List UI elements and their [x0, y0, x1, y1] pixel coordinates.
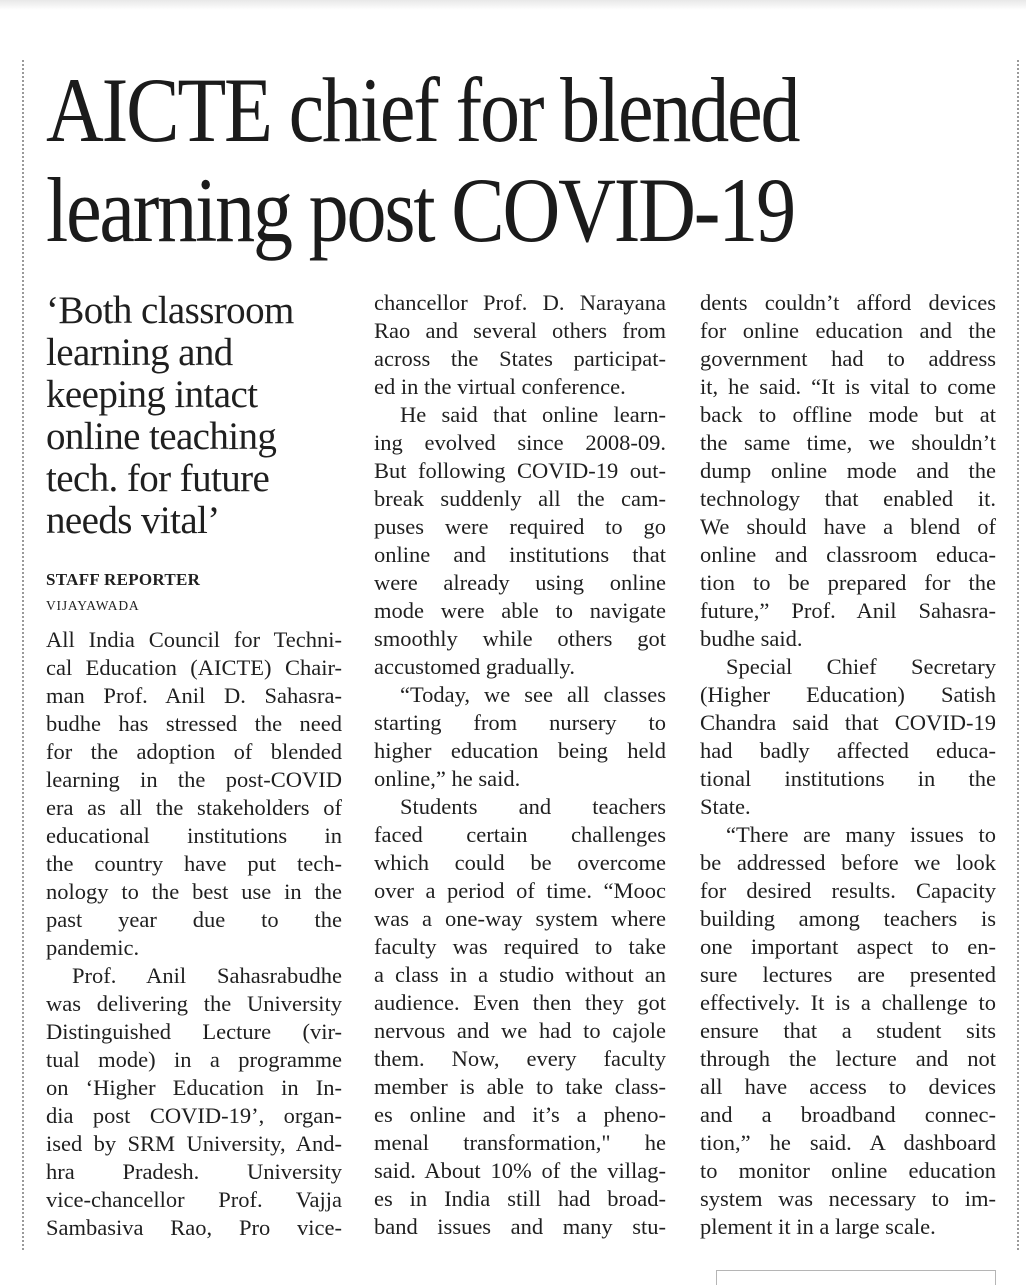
text-line: online,” he said. — [374, 766, 521, 791]
headline-line-1: AICTE chief for blended — [46, 59, 799, 161]
text-line: (Higher Education) Satish — [700, 682, 996, 707]
text-line: for online education and the — [700, 318, 996, 343]
text-line: government had to address — [700, 346, 996, 371]
text-line: ing evolved since 2008-09. — [374, 430, 666, 455]
text-line: “There are many issues to — [726, 822, 996, 847]
text-line: nervous and we had to cajole — [374, 1018, 666, 1043]
pull-quote — [46, 290, 346, 542]
text-line: pandemic. — [46, 935, 140, 960]
pull-quote-line: needs vital’ — [46, 499, 220, 542]
text-line: and a broadband connec- — [700, 1102, 996, 1127]
text-line: Special Chief Secretary — [726, 654, 996, 679]
next-article-edge — [716, 1270, 996, 1285]
text-line: be addressed before we look — [700, 850, 996, 875]
text-line: was a one-way system where — [374, 906, 666, 931]
text-line: break suddenly all the cam- — [374, 486, 666, 511]
article-column-1 — [46, 626, 342, 1242]
pull-quote-line: ‘Both classroom — [46, 289, 294, 332]
text-line: past year due to the — [46, 907, 342, 932]
pull-quote-line: keeping intact — [46, 373, 258, 416]
text-line: dump online mode and the — [700, 458, 996, 483]
text-line: dents couldn’t afford devices — [700, 290, 996, 315]
byline: STAFF REPORTER — [46, 570, 201, 589]
text-line: nology to the best use in the — [46, 879, 342, 904]
text-line: technology that enabled it. — [700, 486, 996, 511]
text-line: for the adoption of blended — [46, 739, 342, 764]
text-line: back to offline mode but at — [700, 402, 996, 427]
text-line: hra Pradesh. University — [46, 1159, 342, 1184]
text-line: had badly affected educa- — [700, 738, 996, 763]
text-line: dia post COVID-19’, organ- — [46, 1103, 342, 1128]
article-column-2 — [374, 289, 666, 1241]
text-line: tion to be prepared for the — [700, 570, 996, 595]
text-line: for desired results. Capacity — [700, 878, 996, 903]
right-dotted-rule — [1017, 60, 1019, 1250]
text-line: ised by SRM University, And- — [46, 1131, 342, 1156]
text-line: menal transformation," he — [374, 1130, 666, 1155]
text-line: es in India still had broad- — [374, 1186, 666, 1211]
text-line: starting from nursery to — [374, 710, 666, 735]
page-top-edge — [0, 0, 1026, 10]
text-line: was delivering the University — [46, 991, 342, 1016]
text-line: a class in a studio without an — [374, 962, 666, 987]
text-line: era as all the stakeholders of — [46, 795, 342, 820]
text-line: them. Now, every faculty — [374, 1046, 666, 1071]
text-line: ensure that a student sits — [700, 1018, 996, 1043]
text-line: Sambasiva Rao, Pro vice- — [46, 1215, 342, 1240]
text-line: said. About 10% of the villag- — [374, 1158, 666, 1183]
text-line: through the lecture and not — [700, 1046, 996, 1071]
article-column-3 — [700, 289, 996, 1241]
pull-quote-line: learning and — [46, 331, 233, 374]
headline-line-2: learning post COVID-19 — [46, 159, 794, 261]
text-line: member is able to take class- — [374, 1074, 666, 1099]
text-line: learning in the post-COVID — [46, 767, 342, 792]
text-line: budhe has stressed the need — [46, 711, 342, 736]
text-line: State. — [700, 794, 751, 819]
text-line: higher education being held — [374, 738, 666, 763]
text-line: it, he said. “It is vital to come — [700, 374, 996, 399]
text-line: chancellor Prof. D. Narayana — [374, 290, 666, 315]
text-line: mode were able to navigate — [374, 598, 666, 623]
text-line: sure lectures are presented — [700, 962, 996, 987]
dateline: VIJAYAWADA — [46, 598, 140, 613]
text-line: All India Council for Techni- — [46, 627, 342, 652]
text-line: effectively. It is a challenge to — [700, 990, 996, 1015]
pull-quote-line: tech. for future — [46, 457, 270, 500]
text-line: Prof. Anil Sahasrabudhe — [72, 963, 342, 988]
text-line: tion,” he said. A dashboard — [700, 1130, 996, 1155]
text-line: plement it in a large scale. — [700, 1214, 936, 1239]
text-line: Rao and several others from — [374, 318, 666, 343]
text-line: audience. Even then they got — [374, 990, 666, 1015]
text-line: tual mode) in a programme — [46, 1047, 342, 1072]
pull-quote-line: online teaching — [46, 415, 277, 458]
text-line: es online and it’s a pheno- — [374, 1102, 666, 1127]
text-line: tional institutions in the — [700, 766, 996, 791]
text-line: budhe said. — [700, 626, 803, 651]
text-line: over a period of time. “Mooc — [374, 878, 666, 903]
headline — [46, 60, 881, 260]
text-line: But following COVID-19 out- — [374, 458, 666, 483]
text-line: He said that online learn- — [400, 402, 666, 427]
text-line: ed in the virtual conference. — [374, 374, 626, 399]
text-line: the same time, we shouldn’t — [700, 430, 996, 455]
text-line: the country have put tech- — [46, 851, 342, 876]
text-line: smoothly while others got — [374, 626, 666, 651]
text-line: to monitor online education — [700, 1158, 996, 1183]
text-line: faced certain challenges — [374, 822, 666, 847]
text-line: Students and teachers — [400, 794, 666, 819]
text-line: one important aspect to en- — [700, 934, 996, 959]
text-line: building among teachers is — [700, 906, 996, 931]
text-line: Chandra said that COVID-19 — [700, 710, 996, 735]
text-line: online and classroom educa- — [700, 542, 996, 567]
text-line: cal Education (AICTE) Chair- — [46, 655, 342, 680]
text-line: “Today, we see all classes — [400, 682, 666, 707]
text-line: on ‘Higher Education in In- — [46, 1075, 342, 1100]
text-line: Distinguished Lecture (vir- — [46, 1019, 342, 1044]
text-line: were already using online — [374, 570, 666, 595]
text-line: band issues and many stu- — [374, 1214, 666, 1239]
text-line: faculty was required to take — [374, 934, 666, 959]
text-line: vice-chancellor Prof. Vajja — [46, 1187, 342, 1212]
text-line: man Prof. Anil D. Sahasra- — [46, 683, 342, 708]
text-line: online and institutions that — [374, 542, 666, 567]
text-line: We should have a blend of — [700, 514, 996, 539]
text-line: accustomed gradually. — [374, 654, 575, 679]
text-line: educational institutions in — [46, 823, 342, 848]
text-line: puses were required to go — [374, 514, 666, 539]
text-line: future,” Prof. Anil Sahasra- — [700, 598, 996, 623]
text-line: which could be overcome — [374, 850, 666, 875]
left-dotted-rule — [22, 60, 24, 1250]
text-line: across the States participat- — [374, 346, 666, 371]
text-line: all have access to devices — [700, 1074, 996, 1099]
text-line: system was necessary to im- — [700, 1186, 996, 1211]
